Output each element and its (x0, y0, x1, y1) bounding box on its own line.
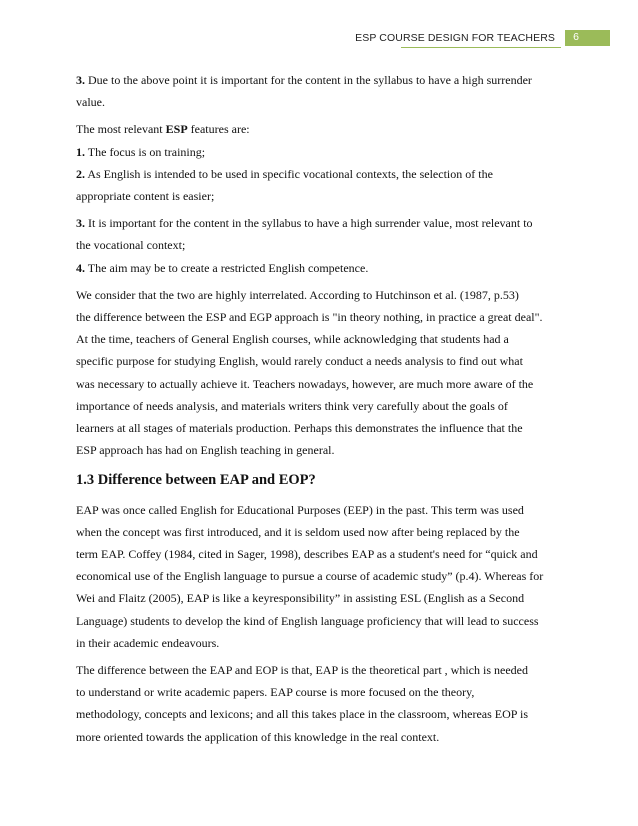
text-line: specific purpose for studying English, would rarely conduct a needs analysis to find out what (76, 354, 523, 369)
page-number-badge (565, 30, 610, 46)
list-number: 2. (76, 166, 85, 181)
text-line: economical use of the English language to pursue a course of academic study” (p.4). Whereas for (76, 569, 544, 584)
text-line (76, 69, 562, 91)
text-line: in their academic endeavours. (76, 635, 220, 650)
paragraph-eap-eop-difference (76, 659, 562, 748)
text-span: Due to the above point it is important for the content in the syllabus to have a high surrender (85, 73, 532, 87)
text-span: The aim may be to create a restricted English competence. (85, 260, 369, 275)
text-line: The difference between the EAP and EOP is that, EAP is the theoretical part , which is needed (76, 663, 528, 678)
text-line (76, 141, 562, 163)
text-line: when the concept was first introduced, and it is seldom used now after being replaced by the (76, 524, 520, 539)
document-body (76, 69, 562, 748)
text-line (76, 163, 562, 185)
paragraph-eap-definition (76, 499, 562, 654)
text-line: appropriate content is easier; (76, 189, 215, 204)
text-line: the vocational context; (76, 238, 186, 253)
list-number: 4. (76, 260, 85, 275)
text-line: the difference between the ESP and EGP approach is "in theory nothing, in practice a great deal". (76, 310, 543, 325)
text-line: to understand or write academic papers. EAP course is more focused on the theory, (76, 685, 475, 700)
text-line: ESP approach has had on English teaching in general. (76, 443, 335, 458)
text-line (76, 212, 562, 234)
text-line: methodology, concepts and lexicons; and all this takes place in the classroom, whereas EOP is (76, 707, 528, 722)
header-rule (401, 47, 561, 48)
text-line: We consider that the two are highly interrelated. According to Hutchinson et al. (1987, p.53) (76, 287, 519, 302)
section-heading: 1.3 Difference between EAP and EOP? (76, 472, 316, 489)
text-line: learners at all stages of materials production. Perhaps this demonstrates the influence that the (76, 421, 523, 436)
running-header-title: ESP COURSE DESIGN FOR TEACHERS (355, 32, 555, 44)
page-number: 6 (573, 31, 579, 43)
text-line (76, 118, 562, 140)
paragraph-esp-features-intro (76, 118, 562, 140)
text-line: Language) students to develop the kind of English language proficiency that will lead to success (76, 613, 539, 628)
text-line: importance of needs analysis, and materials writers think very carefully about the goals of (76, 398, 508, 413)
text-line: was necessary to actually achieve it. Teachers nowadays, however, are much more aware of the (76, 376, 534, 391)
text-line: At the time, teachers of General English courses, while acknowledging that students had a (76, 332, 509, 347)
text-span: The focus is on training; (85, 144, 206, 159)
text-span: The most relevant (76, 122, 166, 137)
text-line: EAP was once called English for Educational Purposes (EEP) in the past. This term was used (76, 502, 524, 517)
page-header (0, 30, 638, 50)
text-span: As English is intended to be used in specific vocational contexts, the selection of the (85, 166, 493, 181)
list-item (76, 163, 562, 207)
paragraph-surrender-value (76, 69, 562, 113)
list-item (76, 212, 562, 256)
text-line: value. (76, 95, 105, 110)
list-number: 3. (76, 216, 85, 231)
list-item (76, 257, 562, 279)
text-span: features are: (187, 122, 250, 137)
list-number: 1. (76, 144, 85, 159)
list-item (76, 141, 562, 163)
bold-term: ESP (165, 122, 188, 137)
text-span: It is important for the content in the syllabus to have a high surrender value, most relevant to (85, 216, 533, 231)
list-number: 3. (76, 73, 85, 87)
text-line: more oriented towards the application of this knowledge in the real context. (76, 729, 440, 744)
text-line: term EAP. Coffey (1984, cited in Sager, 1998), describes EAP as a student's need for “quick and (76, 547, 538, 562)
text-line: Wei and Flaitz (2005), EAP is like a keyresponsibility” in assisting ESL (English as a Second (76, 591, 525, 606)
esp-features-list (76, 141, 562, 279)
paragraph-esp-egp-comparison (76, 284, 562, 462)
text-line (76, 257, 562, 279)
